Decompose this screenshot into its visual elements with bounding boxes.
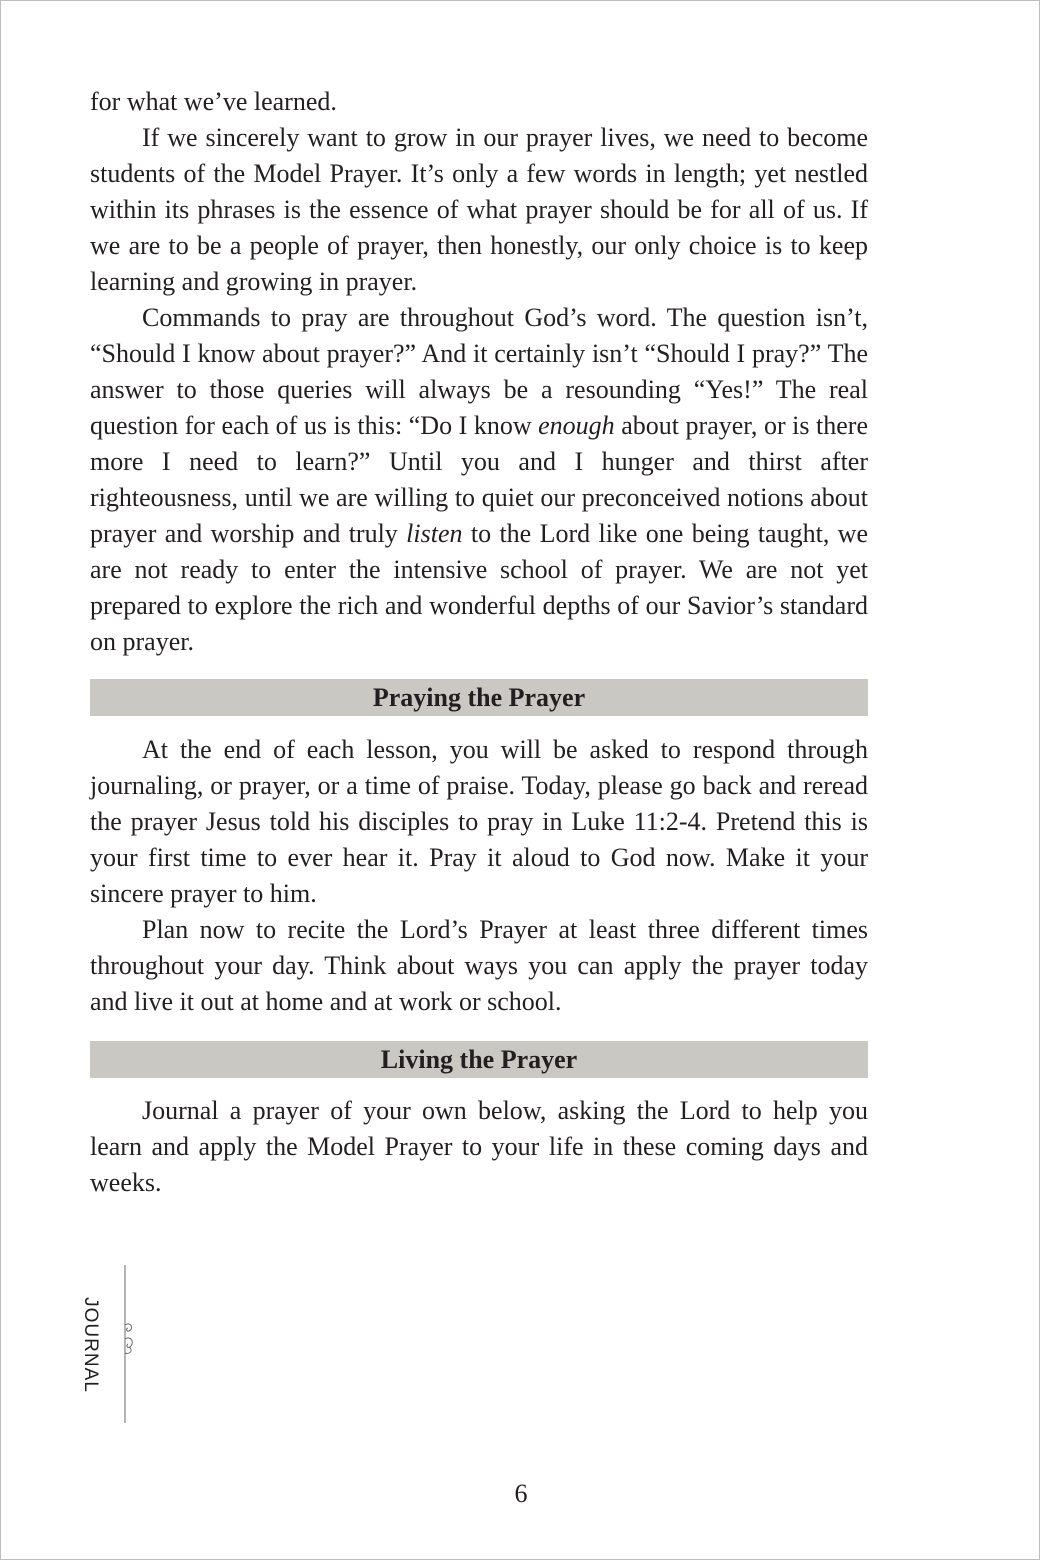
body-text-top [90, 84, 868, 660]
journal-label-text: JOURNAL [80, 1297, 101, 1393]
paragraph-lesson-response: At the end of each lesson, you will be asked to respond through journaling, or prayer, or a time of praise. Today, please go back and reread the prayer Jesus told his disciples to pray in Luke 11:2-4. Pretend this is your first time to ever hear it. Pray it aloud to God now. Make it your sincere prayer to him. [90, 735, 868, 908]
paragraph-continuation: for what we’ve learned. [90, 87, 337, 116]
paragraph-journal-prompt: Journal a prayer of your own below, asking the Lord to help you learn and apply the Model Prayer to your life in these coming days and weeks. [90, 1096, 868, 1197]
paragraph-text-part: Commands to pray are throughout God’s word. The question isn’t, “Should I know about prayer?” And it certainly isn’t “Should I pray?” The answer to those queries will always be a resounding “Yes!” The real question for each of us is this: “Do I know [90, 303, 868, 440]
section-heading-praying: Praying the Prayer [90, 679, 868, 716]
paragraph-commands-to-pray [90, 300, 868, 660]
body-text-living [90, 1093, 868, 1201]
paragraph-text-part: about prayer, or is there more I need to learn?” Until you and I hunger and thirst after righteousness, until we are willing to quiet our preconceived notions about prayer and worship and truly [90, 411, 868, 548]
section-heading-living: Living the Prayer [90, 1041, 868, 1078]
paragraph-model-prayer: If we sincerely want to grow in our prayer lives, we need to become students of the Model Prayer. It’s only a few words in length; yet nestled within its phrases is the essence of what prayer should be for all of us. If we are to be a people of prayer, then honestly, our only choice is to keep learning and growing in prayer. [90, 123, 868, 296]
paragraph-text-part: to the Lord like one being taught, we are not ready to enter the intensive school of prayer. We are not yet prepared to explore the rich and wonderful depths of our Savior’s standard on prayer. [90, 519, 868, 656]
paragraph-recite-prayer: Plan now to recite the Lord’s Prayer at least three different times throughout your day. Think about ways you can apply the prayer today and live it out at home and at work or school. [90, 915, 868, 1016]
emphasis-enough: enough [538, 411, 615, 440]
page-number: 6 [514, 1479, 528, 1508]
emphasis-listen: listen [406, 519, 463, 548]
swirl-ornament-icon [121, 1263, 139, 1425]
journal-label [77, 1299, 103, 1391]
body-text-praying [90, 732, 868, 1020]
